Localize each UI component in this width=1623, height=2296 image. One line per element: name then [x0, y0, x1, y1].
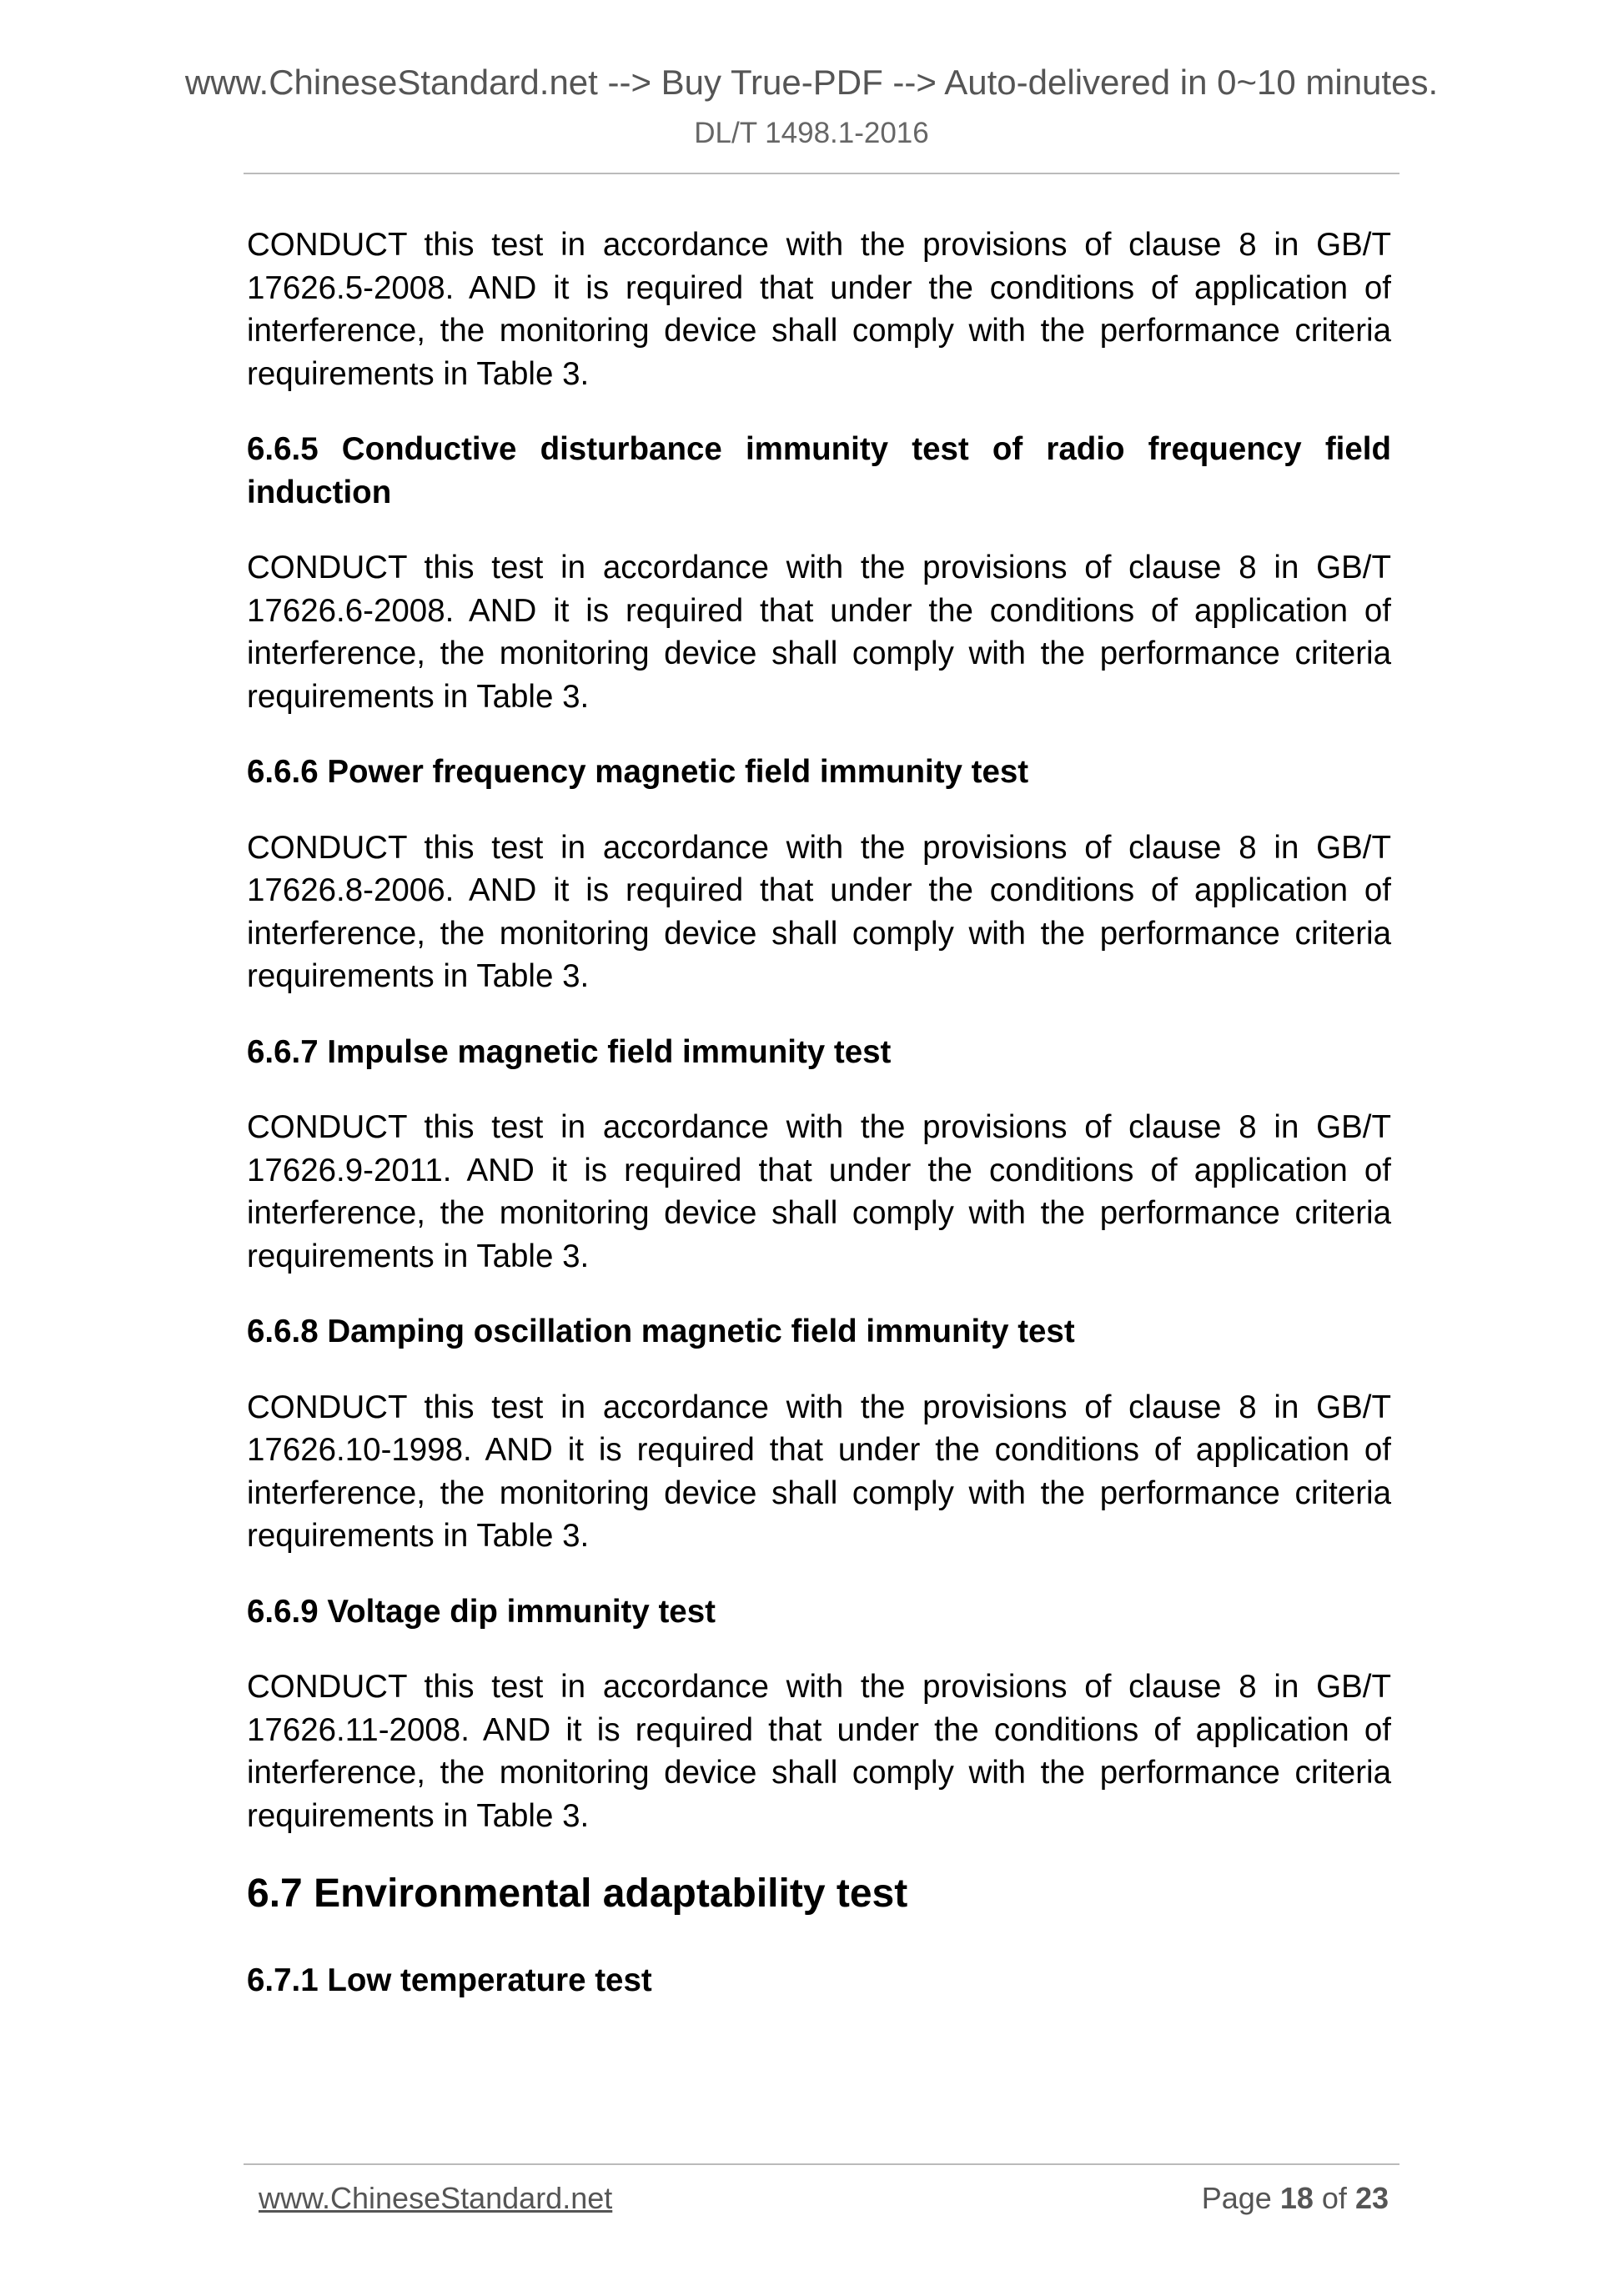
- document-code: DL/T 1498.1-2016: [694, 117, 929, 149]
- page-content: [247, 224, 1391, 2035]
- section-6-6-7-paragraph: CONDUCT this test in accordance with the provisions of clause 8 in GB/T 17626.9-2011. AND it is required that under the conditions of application of interference, the monitoring device shall comply with the performance criteria requirements in Table 3.: [247, 1109, 1391, 1274]
- section-6-7-heading: 6.7 Environmental adaptability test: [247, 1871, 908, 1916]
- page-label: Page: [1201, 2181, 1272, 2215]
- section-6-6-9-heading: 6.6.9 Voltage dip immunity test: [247, 1593, 716, 1630]
- section-6-6-7-heading: 6.6.7 Impulse magnetic field immunity test: [247, 1033, 892, 1070]
- section-6-6-9-paragraph: CONDUCT this test in accordance with the provisions of clause 8 in GB/T 17626.11-2008. AND it is required that under the conditions of application of interference, the monitoring device shall comply with the performance criteria requirements in Table 3.: [247, 1669, 1391, 1834]
- footer-site-link[interactable]: www.ChineseStandard.net: [259, 2181, 613, 2215]
- section-6-7-1-heading: 6.7.1 Low temperature test: [247, 1962, 652, 1998]
- intro-paragraph: CONDUCT this test in accordance with the provisions of clause 8 in GB/T 17626.5-2008. AND it is required that under the conditions of application of interference, the monitoring device shall comply with the performance criteria requirements in Table 3.: [247, 227, 1391, 392]
- page-number: [1202, 2183, 1389, 2213]
- section-6-6-8-heading: 6.6.8 Damping oscillation magnetic field immunity test: [247, 1314, 1075, 1349]
- page-total: 23: [1354, 2181, 1389, 2215]
- header-divider: [244, 173, 1399, 174]
- section-6-6-5-paragraph: CONDUCT this test in accordance with the provisions of clause 8 in GB/T 17626.6-2008. AND it is required that under the conditions of application of interference, the monitoring device shall comply with the performance criteria requirements in Table 3.: [247, 550, 1391, 715]
- section-6-6-6-heading: 6.6.6 Power frequency magnetic field immunity test: [247, 754, 1029, 790]
- section-6-6-8-paragraph: CONDUCT this test in accordance with the provisions of clause 8 in GB/T 17626.10-1998. AND it is required that under the conditions of application of interference, the monitoring device shall comply with the performance criteria requirements in Table 3.: [247, 1389, 1391, 1554]
- page-of-label: of: [1321, 2181, 1347, 2215]
- section-6-6-5-heading: 6.6.5 Conductive disturbance immunity test of radio frequency field induction: [247, 431, 1391, 510]
- page-current: 18: [1279, 2181, 1314, 2215]
- section-6-6-6-paragraph: CONDUCT this test in accordance with the provisions of clause 8 in GB/T 17626.8-2006. AND it is required that under the conditions of application of interference, the monitoring device shall comply with the performance criteria requirements in Table 3.: [247, 829, 1391, 994]
- footer-divider: [244, 2163, 1399, 2165]
- site-banner: www.ChineseStandard.net --> Buy True-PDF --> Auto-delivered in 0~10 minutes.: [184, 63, 1439, 102]
